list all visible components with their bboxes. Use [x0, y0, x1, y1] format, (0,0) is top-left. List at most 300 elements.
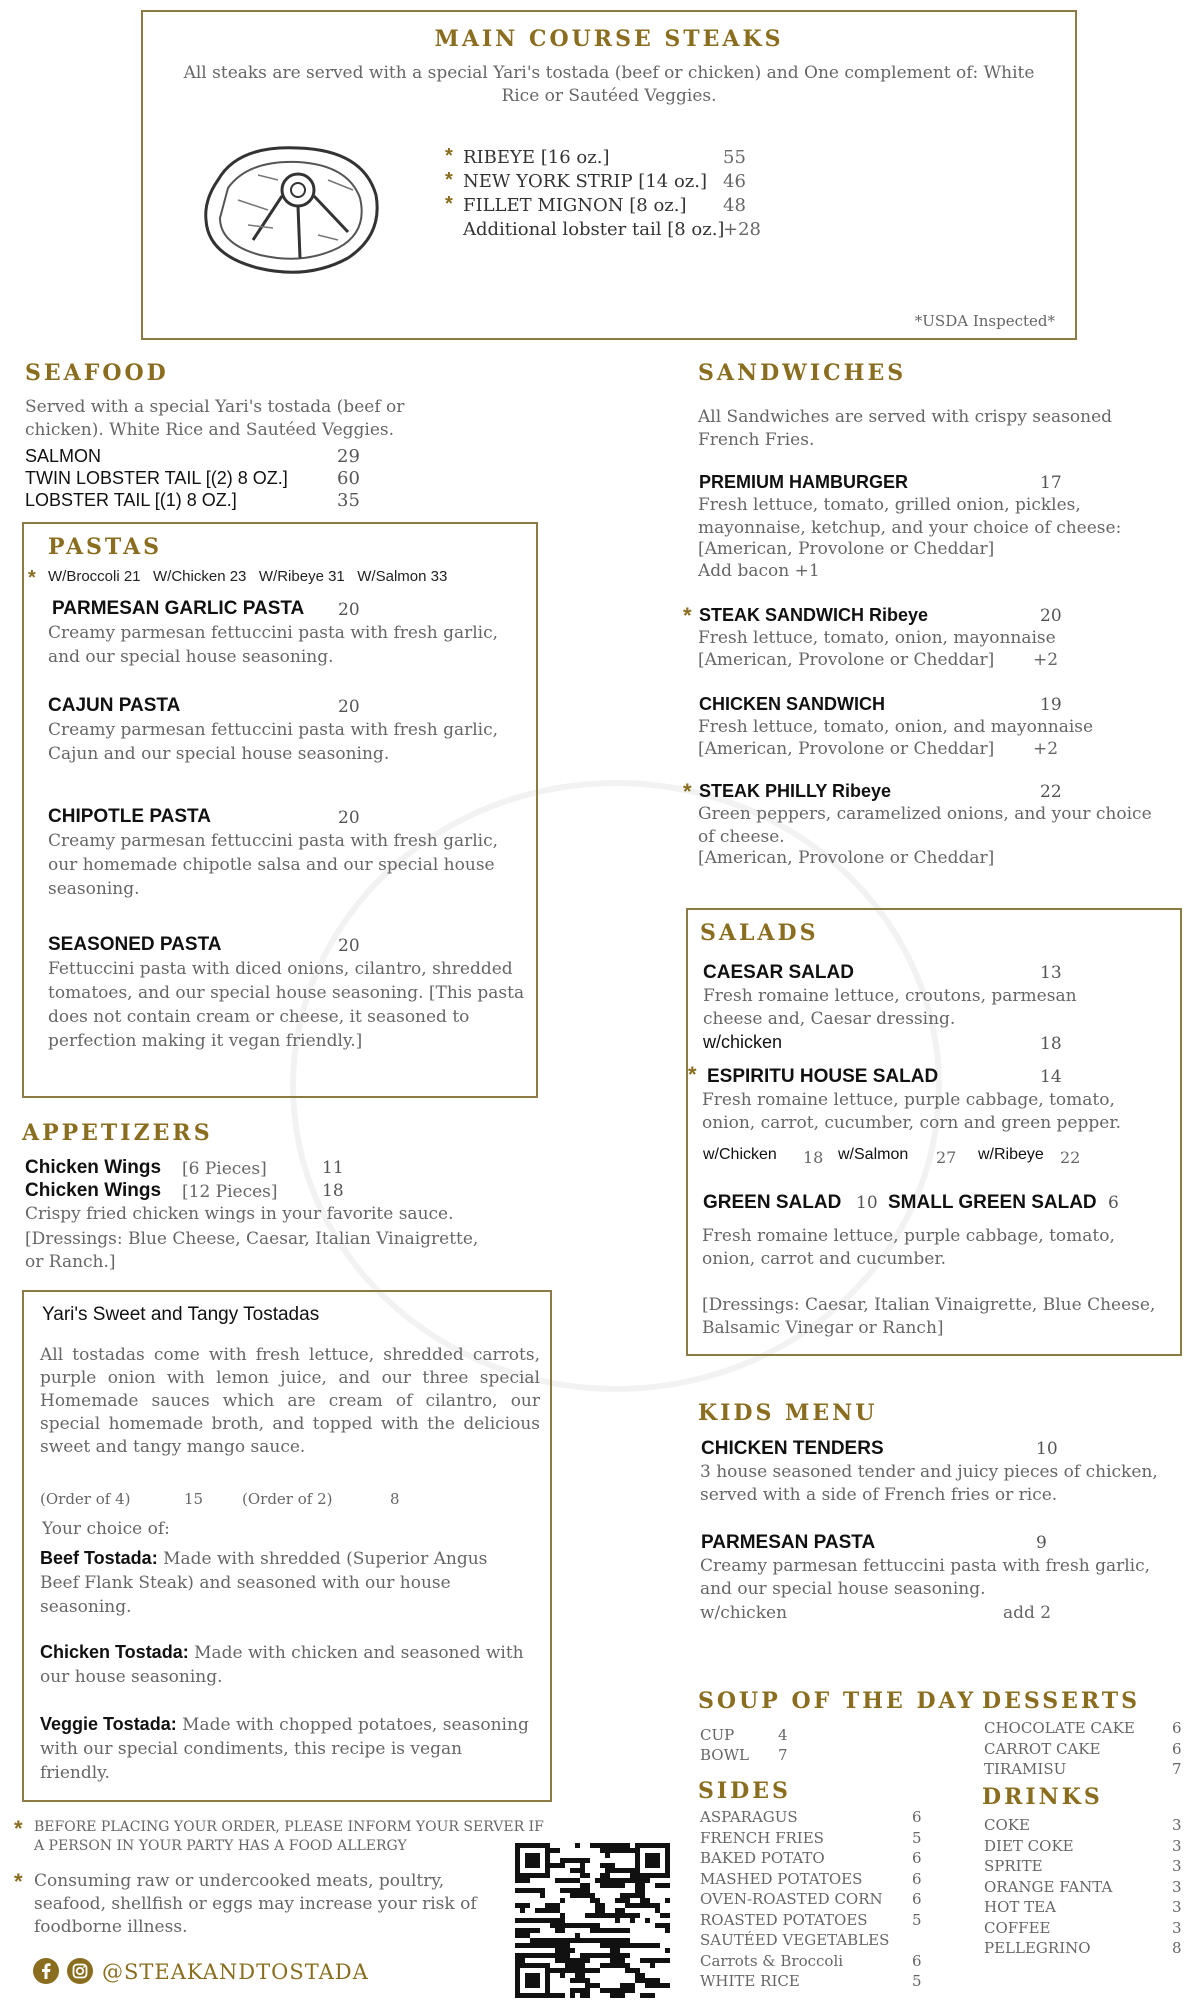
- qr-module: [560, 1898, 565, 1903]
- qr-module: [655, 1958, 660, 1963]
- qr-module: [660, 1883, 665, 1888]
- qr-module: [565, 1953, 570, 1958]
- qr-module: [655, 1903, 660, 1908]
- qr-module: [640, 1898, 645, 1903]
- drink-item-name: PELLEGRINO: [984, 1939, 1091, 1957]
- qr-module: [630, 1988, 635, 1993]
- qr-module: [580, 1953, 585, 1958]
- qr-module: [600, 1873, 605, 1878]
- tostadas-desc: All tostadas come with fresh lettuce, shredded carrots, purple onion with lemon juice, and our three special Homemade sauces which are cream of cilantro, our special homemade broth, and topped with the delicious sweet and tangy mango sauce.: [40, 1345, 540, 1457]
- pasta-item-price: 20: [338, 936, 360, 956]
- qr-module: [560, 1993, 565, 1998]
- green-desc: Fresh romaine lettuce, purple cabbage, tomato, onion, carrot and cucumber.: [702, 1226, 1115, 1269]
- qr-module: [640, 1893, 645, 1898]
- drink-item-price: 3: [1172, 1898, 1182, 1916]
- main-item-star: *: [445, 169, 453, 191]
- qr-module: [665, 1913, 670, 1918]
- qr-module: [585, 1993, 590, 1998]
- qr-module: [560, 1913, 565, 1918]
- qr-module: [580, 1963, 585, 1968]
- qr-module: [625, 1903, 630, 1908]
- qr-module: [605, 1943, 610, 1948]
- qr-module: [560, 1948, 565, 1953]
- qr-module: [525, 1928, 530, 1933]
- house-desc: Fresh romaine lettuce, purple cabbage, tomato, onion, carrot, cucumber, corn and green pepper.: [702, 1090, 1121, 1133]
- main-item-name: FILLET MIGNON [8 oz.]: [463, 195, 687, 216]
- qr-module: [575, 1923, 580, 1928]
- appetizer-price: 11: [322, 1158, 344, 1178]
- qr-module: [545, 1943, 550, 1948]
- kids-title: KIDS MENU: [698, 1400, 878, 1426]
- salads-title: SALADS: [700, 920, 819, 946]
- qr-module: [515, 1888, 520, 1893]
- qr-module: [570, 1858, 575, 1863]
- qr-module: [600, 1848, 605, 1853]
- qr-module: [615, 1883, 620, 1888]
- main-course-desc: All steaks are served with a special Yari's tostada (beef or chicken) and One complement of: White Rice or Sautéed Veggies.: [183, 63, 1035, 106]
- qr-module: [640, 1903, 645, 1908]
- qr-module: [570, 1993, 575, 1998]
- qr-module: [580, 1863, 585, 1868]
- qr-module: [660, 1958, 665, 1963]
- sandwich-name: PREMIUM HAMBURGER: [699, 472, 908, 492]
- qr-module: [640, 1943, 645, 1948]
- side-item-name: OVEN-ROASTED CORN: [700, 1890, 883, 1908]
- qr-module: [570, 1888, 575, 1893]
- qr-module: [565, 1963, 570, 1968]
- qr-module: [535, 1943, 540, 1948]
- qr-module: [560, 1958, 565, 1963]
- seafood-item-name: TWIN LOBSTER TAIL [(2) 8 OZ.]: [25, 468, 288, 488]
- qr-module: [600, 1878, 605, 1883]
- social-handle[interactable]: @STEAKANDTOSTADA: [102, 1960, 369, 1984]
- raw-warning: Consuming raw or undercooked meats, poultry, seafood, shellfish or eggs may increase your risk of foodborne illness.: [34, 1871, 477, 1937]
- appetizers-dressings: [Dressings: Blue Cheese, Caesar, Italian Vinaigrette, or Ranch.]: [25, 1229, 479, 1272]
- tostada-option: [40, 1712, 530, 1785]
- house-add-label: w/Ribeye: [978, 1146, 1044, 1163]
- qr-module: [555, 1923, 560, 1928]
- tostadas-price2: 8: [390, 1490, 400, 1508]
- sandwich-price: 19: [1040, 695, 1062, 715]
- seafood-item-price: 60: [337, 468, 360, 489]
- usda-note: *USDA Inspected*: [914, 312, 1055, 330]
- drink-item-price: 3: [1172, 1836, 1182, 1855]
- qr-module: [620, 1868, 625, 1873]
- sandwich-name: CHICKEN SANDWICH: [699, 694, 885, 714]
- tostadas-order4: (Order of 4): [40, 1490, 131, 1508]
- qr-module: [590, 1843, 595, 1848]
- qr-module: [590, 1938, 595, 1943]
- main-item-price: 46: [723, 171, 746, 192]
- house-name: ESPIRITU HOUSE SALAD: [707, 1066, 939, 1087]
- qr-module: [585, 1858, 590, 1863]
- qr-module: [650, 1943, 655, 1948]
- tostadas-choice: Your choice of:: [42, 1519, 170, 1539]
- qr-module: [625, 1928, 630, 1933]
- qr-module: [615, 1843, 620, 1848]
- qr-module: [550, 1993, 555, 1998]
- qr-module: [640, 1878, 645, 1883]
- soup-title: SOUP OF THE DAY: [698, 1688, 977, 1714]
- qr-module: [580, 1988, 585, 1993]
- seafood-item-price: 29: [337, 446, 360, 467]
- pastas-addons: W/Broccoli 21 W/Chicken 23 W/Ribeye 31 W/Salmon 33: [48, 568, 448, 585]
- qr-module: [570, 1878, 575, 1883]
- sandwiches-title: SANDWICHES: [698, 360, 907, 386]
- qr-module: [610, 1878, 615, 1883]
- qr-module: [520, 1918, 525, 1923]
- qr-module: [555, 1918, 560, 1923]
- side-item-name: SAUTÉED VEGETABLES: [700, 1931, 890, 1949]
- qr-module: [625, 1878, 630, 1883]
- qr-module: [630, 1943, 635, 1948]
- qr-module: [550, 1923, 555, 1928]
- qr-module: [610, 1953, 615, 1958]
- qr-module: [605, 1938, 610, 1943]
- pasta-item-price: 20: [338, 600, 360, 620]
- qr-module: [585, 1883, 590, 1888]
- kids-item-price: 10: [1036, 1439, 1058, 1459]
- tostada-option-name: Chicken Tostada:: [40, 1642, 189, 1662]
- qr-module: [605, 1963, 610, 1968]
- sandwich-price: 17: [1040, 473, 1062, 493]
- qr-module: [515, 1878, 520, 1883]
- qr-module: [610, 1948, 615, 1953]
- qr-module: [575, 1938, 580, 1943]
- qr-module: [605, 1863, 610, 1868]
- qr-module: [605, 1928, 610, 1933]
- qr-module: [645, 1898, 650, 1903]
- qr-module: [655, 1923, 660, 1928]
- qr-module: [645, 1903, 650, 1908]
- qr-module: [610, 1868, 615, 1873]
- qr-module: [580, 1973, 585, 1978]
- qr-module: [620, 1943, 625, 1948]
- dessert-item-name: CARROT CAKE: [984, 1739, 1101, 1758]
- qr-module: [565, 1923, 570, 1928]
- qr-module: [555, 1968, 560, 1973]
- kids-item-add-price: add 2: [1003, 1603, 1052, 1623]
- qr-module: [595, 1968, 600, 1973]
- raw-star: *: [14, 1869, 23, 1894]
- kids-item-desc: Creamy parmesan fettuccini pasta with fresh garlic, and our special house seasoning.: [700, 1556, 1151, 1599]
- qr-module: [580, 1938, 585, 1943]
- qr-module: [520, 1888, 525, 1893]
- qr-module: [565, 1878, 570, 1883]
- qr-module: [585, 1958, 590, 1963]
- qr-module: [525, 1953, 530, 1958]
- qr-module: [645, 1853, 660, 1868]
- qr-module: [635, 1943, 640, 1948]
- qr-module: [600, 1963, 605, 1968]
- sandwich-cheese: [American, Provolone or Cheddar]: [698, 848, 995, 868]
- appetizer-price: 18: [322, 1181, 344, 1201]
- qr-module: [570, 1963, 575, 1968]
- small-green-name: SMALL GREEN SALAD: [888, 1192, 1097, 1213]
- side-item-price: 5: [912, 1828, 922, 1847]
- drink-item-name: DIET COKE: [984, 1836, 1074, 1855]
- qr-module: [650, 1993, 655, 1998]
- qr-module: [655, 1978, 660, 1983]
- qr-module: [605, 1843, 610, 1848]
- tostadas-box: [22, 1290, 552, 1802]
- qr-module: [615, 1848, 620, 1853]
- qr-module: [560, 1973, 565, 1978]
- qr-module: [580, 1888, 585, 1893]
- sandwich-price: 20: [1040, 606, 1062, 626]
- qr-module: [610, 1988, 615, 1993]
- qr-module: [525, 1903, 530, 1908]
- qr-module: [555, 1943, 560, 1948]
- pasta-item-desc: Creamy parmesan fettuccini pasta with fresh garlic, Cajun and our special house seasoning.: [48, 720, 499, 764]
- qr-module: [620, 1913, 625, 1918]
- qr-module: [620, 1848, 625, 1853]
- dessert-item-name: CHOCOLATE CAKE: [984, 1719, 1135, 1737]
- qr-module: [590, 1968, 595, 1973]
- qr-module: [660, 1983, 665, 1988]
- qr-module: [635, 1913, 640, 1918]
- qr-module: [650, 1963, 655, 1968]
- appetizer-qty: [12 Pieces]: [182, 1182, 278, 1202]
- sandwich-cheese: [American, Provolone or Cheddar]: [698, 650, 995, 670]
- main-course-box: [141, 10, 1077, 340]
- qr-module: [520, 1943, 525, 1948]
- qr-module: [625, 1983, 630, 1988]
- green-name: GREEN SALAD: [703, 1192, 842, 1213]
- qr-module: [625, 1953, 630, 1958]
- qr-module: [550, 1943, 555, 1948]
- drink-item-name: COKE: [984, 1816, 1030, 1834]
- qr-module: [560, 1928, 565, 1933]
- drink-item-price: 3: [1172, 1877, 1182, 1896]
- qr-module: [635, 1973, 640, 1978]
- pastas-star: *: [28, 567, 36, 589]
- qr-module: [580, 1893, 585, 1898]
- qr-module: [585, 1978, 590, 1983]
- qr-module: [630, 1873, 635, 1878]
- side-item-price: 6: [912, 1890, 922, 1908]
- main-item-name: RIBEYE [16 oz.]: [463, 147, 610, 168]
- qr-module: [515, 1943, 520, 1948]
- qr-module: [525, 1973, 540, 1988]
- kids-item-name: PARMESAN PASTA: [701, 1532, 876, 1553]
- qr-module: [575, 1843, 580, 1848]
- qr-module: [540, 1938, 545, 1943]
- caesar-price: 13: [1040, 963, 1062, 983]
- house-add-label: w/Chicken: [703, 1146, 777, 1163]
- qr-module: [575, 1963, 580, 1968]
- qr-module: [595, 1928, 600, 1933]
- qr-module: [610, 1863, 615, 1868]
- tostadas-title: Yari's Sweet and Tangy Tostadas: [42, 1304, 320, 1325]
- tostada-option-desc: Made with shredded (Superior Angus Beef Flank Steak) and seasoned with our house seasoning.: [40, 1549, 488, 1617]
- qr-module: [600, 1883, 605, 1888]
- drink-item-price: 3: [1172, 1857, 1182, 1875]
- tostada-option-name: Beef Tostada:: [40, 1548, 158, 1568]
- qr-module: [565, 1968, 570, 1973]
- house-add-price: 22: [1060, 1148, 1081, 1167]
- qr-module: [560, 1918, 565, 1923]
- qr-module: [630, 1878, 635, 1883]
- qr-module: [610, 1938, 615, 1943]
- pasta-item-price: 20: [338, 697, 360, 717]
- qr-module: [575, 1978, 580, 1983]
- qr-module: [590, 1893, 595, 1898]
- pasta-item-desc: Fettuccini pasta with diced onions, cilantro, shredded tomatoes, and our special house seasoning. [This pasta does not contain cream or cheese, it seasoned to perfection making it vegan friendly.]: [48, 959, 525, 1051]
- small-green-price: 6: [1108, 1193, 1119, 1213]
- main-item-price: +28: [723, 219, 761, 240]
- qr-module: [585, 1893, 590, 1898]
- qr-module: [600, 1913, 605, 1918]
- qr-module: [655, 1943, 660, 1948]
- qr-module: [535, 1918, 540, 1923]
- qr-module: [620, 1983, 625, 1988]
- seafood-item-price: 35: [337, 490, 360, 511]
- pasta-item-price: 20: [338, 808, 360, 828]
- side-item-price: 5: [912, 1972, 922, 1990]
- qr-module: [620, 1993, 625, 1998]
- side-item-price: 6: [912, 1849, 922, 1867]
- qr-module: [525, 1853, 540, 1868]
- qr-module: [630, 1893, 635, 1898]
- qr-module: [595, 1903, 600, 1908]
- qr-module: [645, 1958, 650, 1963]
- qr-module: [620, 1908, 625, 1913]
- qr-code[interactable]: [515, 1843, 670, 1998]
- qr-module: [625, 1963, 630, 1968]
- qr-module: [555, 1993, 560, 1998]
- qr-module: [570, 1958, 575, 1963]
- instagram-icon[interactable]: [66, 1957, 94, 1985]
- qr-module: [615, 1988, 620, 1993]
- facebook-icon[interactable]: [32, 1957, 60, 1985]
- soup-item-name: CUP: [700, 1726, 735, 1744]
- qr-module: [595, 1938, 600, 1943]
- qr-module: [550, 1863, 555, 1868]
- house-add-price: 27: [936, 1148, 957, 1167]
- qr-module: [540, 1953, 545, 1958]
- qr-module: [620, 1893, 625, 1898]
- qr-module: [615, 1913, 620, 1918]
- caesar-name: CAESAR SALAD: [703, 962, 854, 983]
- drinks-title: DRINKS: [982, 1784, 1103, 1810]
- qr-module: [620, 1878, 625, 1883]
- qr-module: [520, 1953, 525, 1958]
- qr-module: [580, 1923, 585, 1928]
- qr-module: [655, 1883, 660, 1888]
- qr-module: [585, 1938, 590, 1943]
- qr-module: [620, 1938, 625, 1943]
- qr-module: [640, 1958, 645, 1963]
- qr-module: [515, 1933, 520, 1938]
- dessert-item-name: TIRAMISU: [984, 1760, 1067, 1778]
- qr-module: [605, 1883, 610, 1888]
- qr-module: [565, 1938, 570, 1943]
- qr-module: [625, 1938, 630, 1943]
- qr-module: [625, 1913, 630, 1918]
- main-item-name: Additional lobster tail [8 oz.]: [463, 219, 725, 240]
- qr-module: [575, 1888, 580, 1893]
- qr-module: [640, 1993, 645, 1998]
- qr-module: [555, 1903, 560, 1908]
- qr-module: [600, 1953, 605, 1958]
- qr-module: [520, 1928, 525, 1933]
- qr-module: [605, 1848, 610, 1853]
- qr-module: [600, 1943, 605, 1948]
- qr-module: [615, 1918, 620, 1923]
- qr-module: [525, 1933, 530, 1938]
- sandwich-desc: Fresh lettuce, tomato, onion, and mayonnaise: [698, 717, 1094, 737]
- qr-module: [550, 1938, 555, 1943]
- qr-module: [570, 1968, 575, 1973]
- qr-module: [535, 1908, 540, 1913]
- qr-module: [560, 1888, 565, 1893]
- qr-module: [635, 1968, 640, 1973]
- seafood-desc: Served with a special Yari's tostada (beef or chicken). White Rice and Sautéed Veggies.: [25, 397, 405, 440]
- qr-module: [555, 1948, 560, 1953]
- qr-module: [630, 1868, 635, 1873]
- qr-module: [575, 1868, 580, 1873]
- qr-module: [635, 1893, 640, 1898]
- qr-module: [570, 1948, 575, 1953]
- side-item-price: 6: [912, 1869, 922, 1888]
- qr-module: [555, 1928, 560, 1933]
- qr-module: [555, 1938, 560, 1943]
- qr-module: [595, 1983, 600, 1988]
- qr-module: [595, 1843, 600, 1848]
- qr-module: [665, 1898, 670, 1903]
- qr-module: [610, 1848, 615, 1853]
- qr-module: [590, 1898, 595, 1903]
- qr-module: [580, 1873, 585, 1878]
- qr-module: [580, 1858, 585, 1863]
- qr-module: [620, 1883, 625, 1888]
- qr-module: [630, 1848, 635, 1853]
- qr-module: [615, 1878, 620, 1883]
- qr-module: [585, 1873, 590, 1878]
- qr-module: [585, 1968, 590, 1973]
- qr-module: [580, 1958, 585, 1963]
- qr-module: [600, 1843, 605, 1848]
- qr-module: [560, 1968, 565, 1973]
- qr-module: [555, 1953, 560, 1958]
- qr-module: [650, 1903, 655, 1908]
- qr-module: [515, 1928, 520, 1933]
- tostada-option: [40, 1640, 530, 1689]
- qr-module: [545, 1953, 550, 1958]
- qr-module: [635, 1883, 640, 1888]
- qr-module: [515, 1918, 520, 1923]
- qr-module: [655, 1908, 660, 1913]
- house-price: 14: [1040, 1067, 1062, 1087]
- qr-module: [525, 1943, 530, 1948]
- main-item-star: *: [445, 193, 453, 215]
- drink-item-price: 8: [1172, 1939, 1182, 1957]
- qr-module: [555, 1958, 560, 1963]
- tostada-option-desc: Made with chopped potatoes, seasoning with our special condiments, this recipe is vegan friendly.: [40, 1715, 529, 1783]
- qr-module: [610, 1993, 615, 1998]
- qr-module: [590, 1953, 595, 1958]
- qr-module: [595, 1953, 600, 1958]
- salad-dressings: [Dressings: Caesar, Italian Vinaigrette, Blue Cheese, Balsamic Vinegar or Ranch]: [702, 1295, 1156, 1338]
- qr-module: [615, 1908, 620, 1913]
- qr-module: [530, 1888, 535, 1893]
- qr-module: [530, 1953, 535, 1958]
- seafood-title: SEAFOOD: [25, 360, 169, 386]
- side-item-name: WHITE RICE: [700, 1972, 800, 1990]
- qr-module: [665, 1883, 670, 1888]
- qr-module: [555, 1908, 560, 1913]
